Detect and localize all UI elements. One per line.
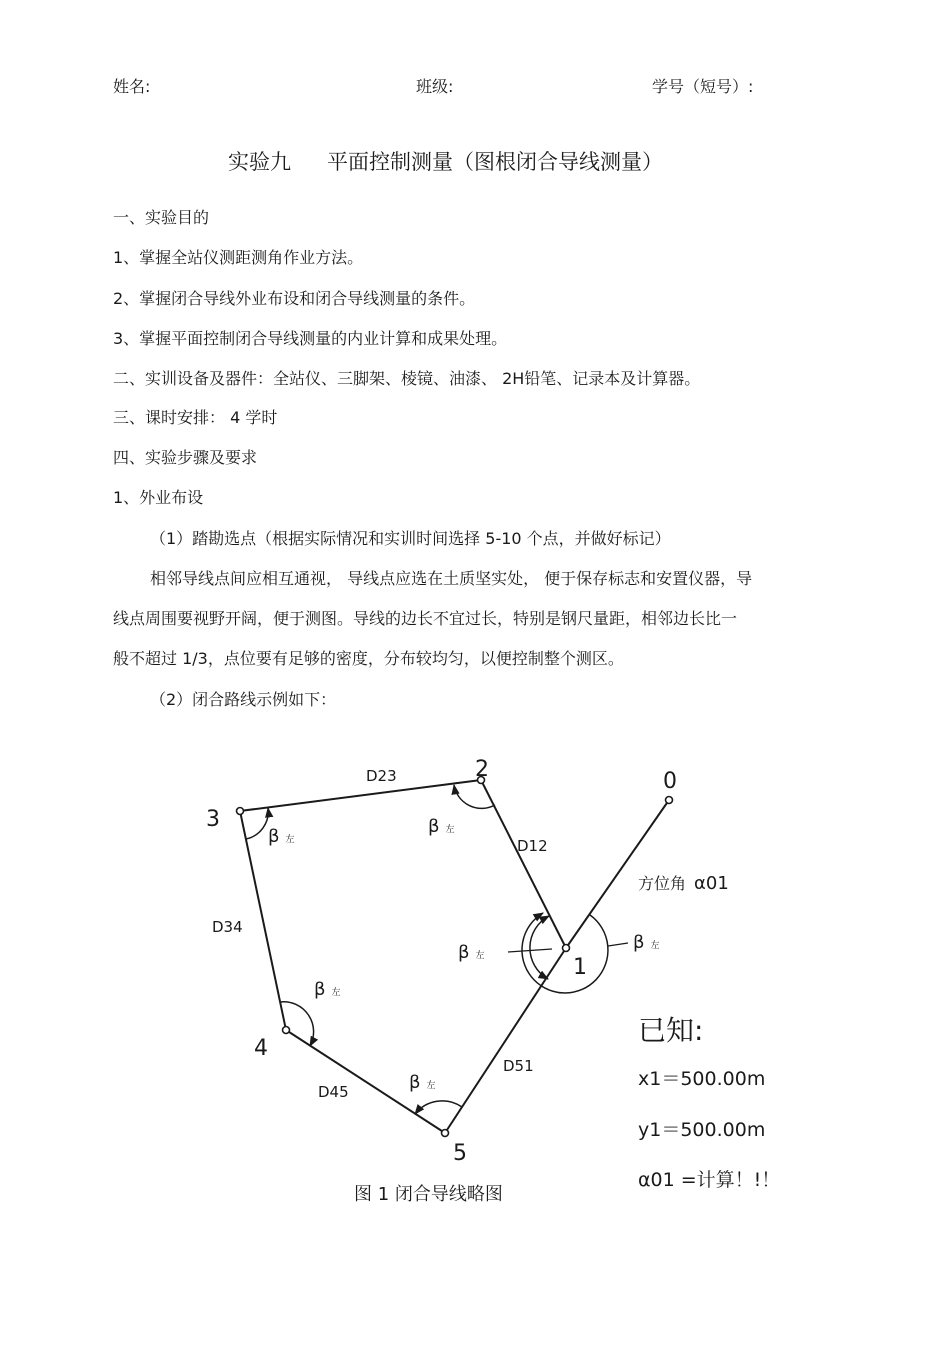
known-x1: x1＝500.00m <box>638 1068 766 1090</box>
paragraph-line-2: 线点周围要视野开阔，便于测图。导线的边长不宜过长，特别是钢尺量距，相邻边长比一 <box>113 609 738 628</box>
purpose-item-1: 1、掌握全站仪测距测角作业方法。 <box>113 248 364 267</box>
known-title: 已知: <box>638 1014 704 1047</box>
section-schedule: 三、课时安排： 4 学时 <box>113 408 278 427</box>
known-alpha01: α01 =计算！!！ <box>638 1169 781 1191</box>
station-0-label: 0 <box>663 769 677 794</box>
beta-label-1-inner: β左 <box>458 942 485 963</box>
section-equipment: 二、实训设备及器件：全站仪、三脚架、棱镜、油漆、 2H铅笔、记录本及计算器。 <box>113 369 701 388</box>
figure-caption: 图 1 闭合导线略图 <box>354 1184 503 1205</box>
name-label: 姓名: <box>113 77 151 96</box>
beta-label-2: β左 <box>428 816 455 837</box>
purpose-item-3: 3、掌握平面控制闭合导线测量的内业计算和成果处理。 <box>113 329 508 348</box>
station-4-marker <box>283 1027 290 1034</box>
paragraph-line-1: 相邻导线点间应相互通视， 导线点应选在土质坚实处， 便于保存标志和安置仪器，导 <box>150 569 753 588</box>
class-label: 班级: <box>416 77 454 96</box>
beta-label-1-outer: β左 <box>633 932 660 953</box>
station-1-marker <box>563 945 570 952</box>
known-y1: y1＝500.00m <box>638 1119 766 1141</box>
title-experiment-name: 平面控制测量（图根闭合导线测量） <box>327 150 663 174</box>
azimuth-label: 方位角 α01 <box>638 873 729 894</box>
beta-label-5: β左 <box>409 1072 436 1093</box>
station-2-label: 2 <box>475 757 489 782</box>
station-4-label: 4 <box>254 1036 268 1061</box>
angle-arc-1-outer <box>522 913 608 993</box>
section-steps-heading: 四、实验步骤及要求 <box>113 448 258 467</box>
angle-label-leader-outer <box>608 943 628 946</box>
purpose-item-2: 2、掌握闭合导线外业布设和闭合导线测量的条件。 <box>113 289 476 308</box>
step-1-2: （2）闭合路线示例如下： <box>150 690 337 709</box>
side-5-1 <box>445 948 566 1133</box>
station-5-marker <box>442 1130 449 1137</box>
title-experiment-number: 实验九 <box>228 150 291 174</box>
station-5-label: 5 <box>453 1141 467 1166</box>
station-1-label: 1 <box>573 955 587 980</box>
station-0-marker <box>666 797 673 804</box>
side-label-d51: D51 <box>503 1057 534 1075</box>
student-id-label: 学号（短号）: <box>652 77 754 96</box>
beta-label-3: β左 <box>268 826 295 847</box>
angle-arc-3 <box>246 808 268 839</box>
side-label-d23: D23 <box>366 767 397 785</box>
side-label-d45: D45 <box>318 1083 349 1101</box>
station-3-label: 3 <box>206 807 220 832</box>
side-2-3 <box>240 780 481 811</box>
side-label-d34: D34 <box>212 918 243 936</box>
step-1-heading: 1、外业布设 <box>113 488 204 507</box>
paragraph-line-3: 般不超过 1/3，点位要有足够的密度，分布较均匀，以便控制整个测区。 <box>113 649 624 668</box>
section-purpose-heading: 一、实验目的 <box>113 208 210 227</box>
angle-arc-1-inner <box>530 916 549 979</box>
beta-label-4: β左 <box>314 979 341 1000</box>
side-label-d12: D12 <box>517 837 548 855</box>
step-1-1: （1）踏勘选点（根据实际情况和实训时间选择 5-10 个点，并做好标记） <box>150 529 671 548</box>
station-3-marker <box>237 808 244 815</box>
angle-arc-5 <box>415 1101 462 1114</box>
